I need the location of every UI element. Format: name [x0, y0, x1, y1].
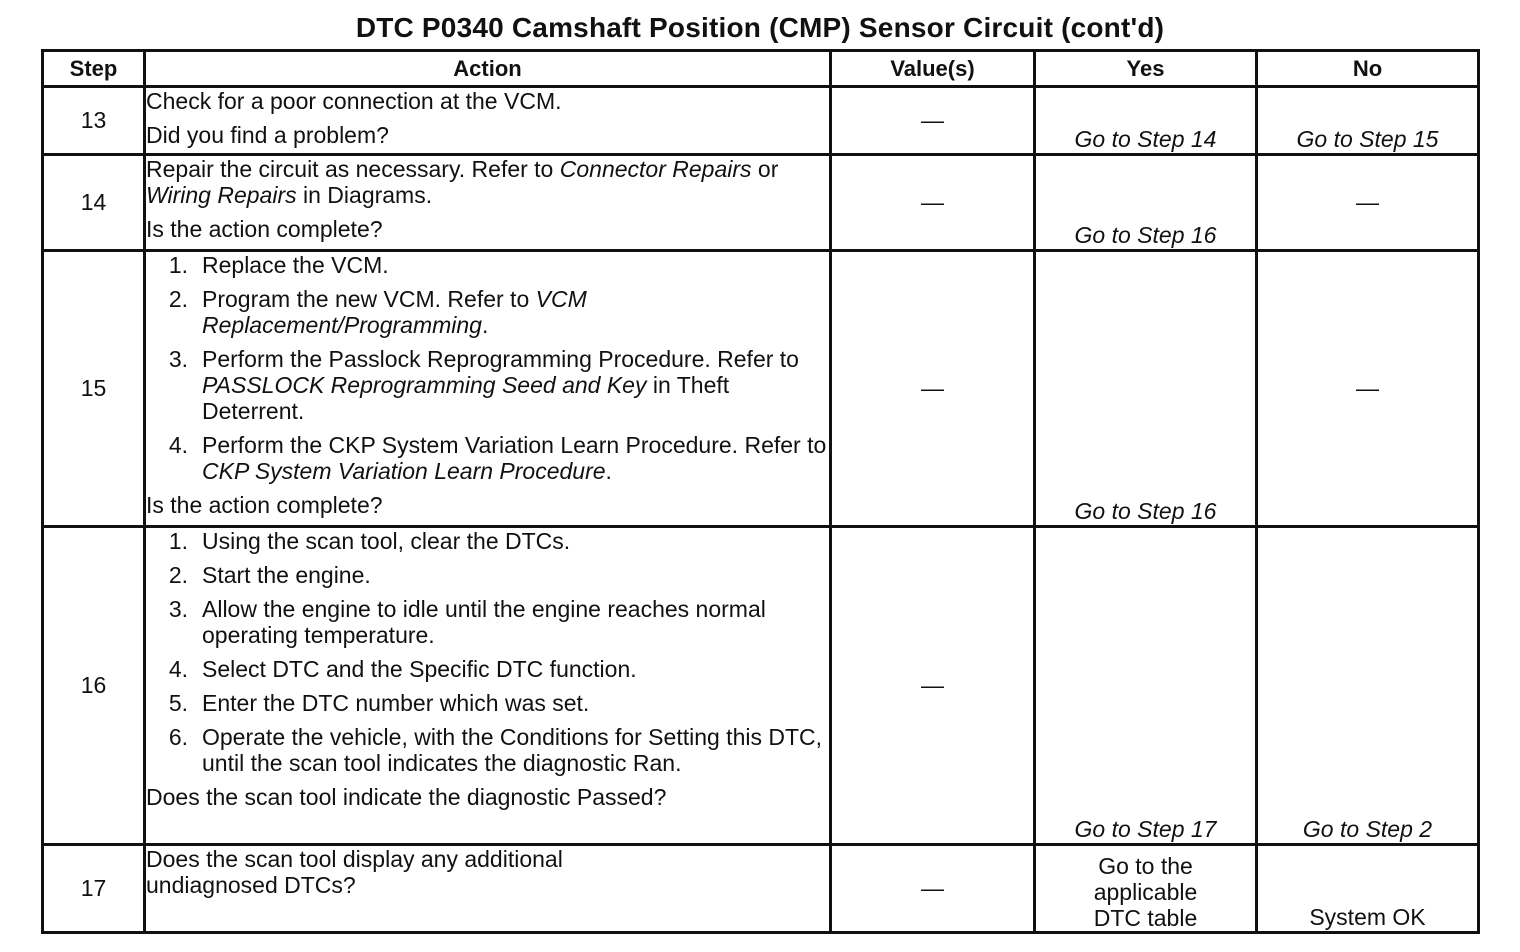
yes-link[interactable]: Go to Step 16 [1035, 251, 1257, 527]
connector-repairs-reference[interactable]: Connector Repairs [559, 156, 752, 182]
action-question: Is the action complete? [146, 492, 383, 518]
list-item: 5. Enter the DTC number which was set. [168, 690, 590, 716]
table-row-step-14 [43, 155, 1479, 251]
list-item: 3. Perform the Passlock Reprogramming Procedure. Refer to PASSLOCK Reprogramming Seed and Key in Theft Deterrent. [168, 346, 799, 424]
list-item: 6. Operate the vehicle, with the Conditions for Setting this DTC, until the scan tool indicates the diagnostic Ran. [168, 724, 823, 776]
value-cell: — [831, 845, 1035, 933]
no-cell: — [1257, 155, 1479, 251]
table-row-step-13 [43, 87, 1479, 155]
action-text: Repair the circuit as necessary. Refer to Connector Repairs or Wiring Repairs in Diagrams. [146, 156, 779, 208]
action-cell [145, 845, 831, 933]
passlock-reference[interactable]: PASSLOCK Reprogramming Seed and Key [202, 372, 647, 398]
list-item: 1. Using the scan tool, clear the DTCs. [168, 528, 571, 554]
step-number: 15 [43, 251, 145, 527]
action-cell [145, 87, 831, 155]
header-yes: Yes [1035, 51, 1257, 87]
action-text: Check for a poor connection at the VCM. [146, 88, 562, 114]
step-number: 13 [43, 87, 145, 155]
header-action: Action [145, 51, 831, 87]
yes-link[interactable]: Go to Step 16 [1035, 155, 1257, 251]
yes-link[interactable]: Go to Step 17 [1035, 527, 1257, 845]
list-item: 3. Allow the engine to idle until the engine reaches normal operating temperature. [168, 596, 766, 648]
value-cell: — [831, 251, 1035, 527]
step-number: 16 [43, 527, 145, 845]
value-cell: — [831, 155, 1035, 251]
no-link[interactable]: Go to Step 15 [1257, 87, 1479, 155]
action-question: Does the scan tool display any additional undiagnosed DTCs? [146, 846, 563, 898]
action-cell [145, 527, 831, 845]
diagnostic-table [41, 49, 1480, 934]
no-result: System OK [1257, 845, 1479, 933]
list-item: 2. Program the new VCM. Refer to VCM Replacement/Programming. [168, 286, 587, 338]
value-cell: — [831, 527, 1035, 845]
action-question: Does the scan tool indicate the diagnostic Passed? [146, 784, 667, 810]
step-number: 17 [43, 845, 145, 933]
ckp-learn-reference[interactable]: CKP System Variation Learn Procedure [202, 458, 606, 484]
action-cell [145, 251, 831, 527]
action-cell [145, 155, 831, 251]
header-value: Value(s) [831, 51, 1035, 87]
list-item: 4. Perform the CKP System Variation Learn Procedure. Refer to CKP System Variation Learn Procedure. [168, 432, 827, 484]
table-row-step-15 [43, 251, 1479, 527]
no-link[interactable]: Go to Step 2 [1257, 527, 1479, 845]
header-step: Step [43, 51, 145, 87]
value-cell: — [831, 87, 1035, 155]
action-question: Did you find a problem? [146, 122, 389, 148]
action-question: Is the action complete? [146, 216, 383, 242]
header-no: No [1257, 51, 1479, 87]
yes-link[interactable]: Go to Step 14 [1035, 87, 1257, 155]
step-number: 14 [43, 155, 145, 251]
no-cell: — [1257, 251, 1479, 527]
page-title: DTC P0340 Camshaft Position (CMP) Sensor Circuit (cont'd) [355, 12, 1165, 43]
wiring-repairs-reference[interactable]: Wiring Repairs [146, 182, 297, 208]
vcm-replacement-reference[interactable]: VCM Replacement/Programming [202, 286, 587, 338]
list-item: 4. Select DTC and the Specific DTC function. [168, 656, 637, 682]
list-item: 1. Replace the VCM. [168, 252, 389, 278]
header-row [43, 51, 1479, 87]
table-row-step-16 [43, 527, 1479, 845]
list-item: 2. Start the engine. [168, 562, 371, 588]
table-row-step-17 [43, 845, 1479, 933]
yes-link[interactable]: Go to the applicable DTC table [1035, 845, 1257, 933]
